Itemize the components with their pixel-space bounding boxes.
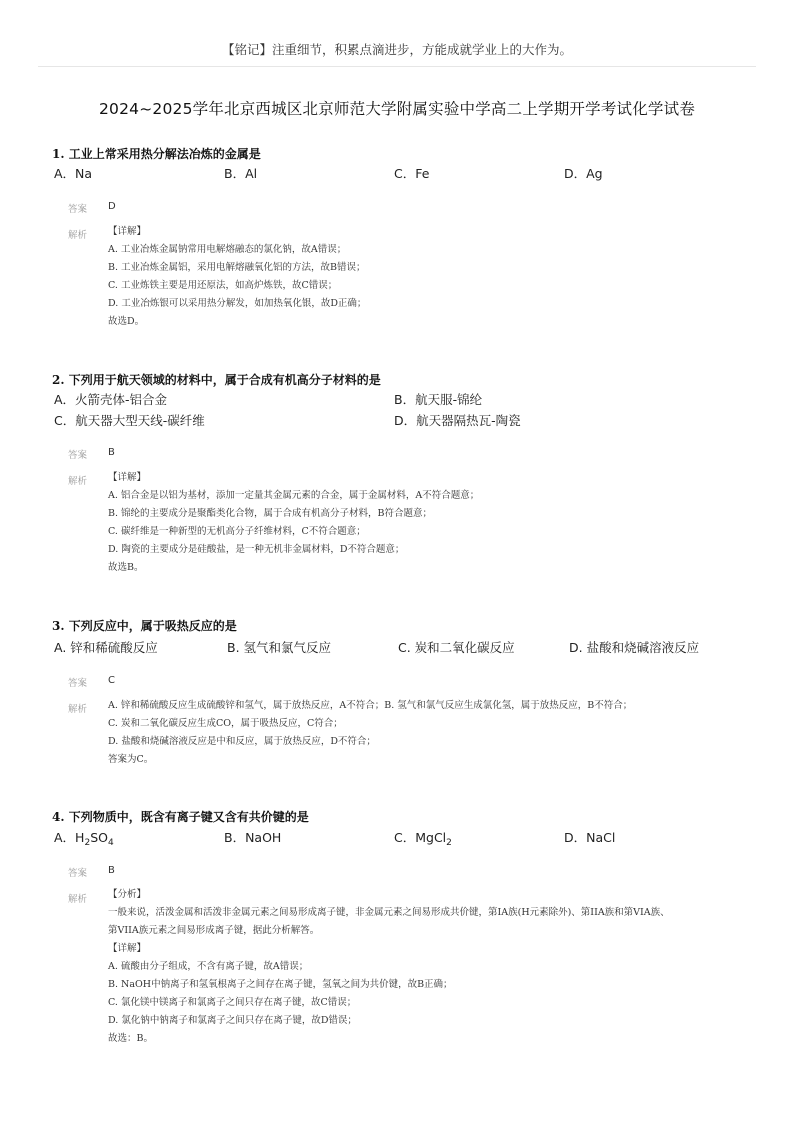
option-a: A．Na <box>54 166 93 181</box>
analysis-line: A. 工业冶炼金属钠常用电解熔融态的氯化钠，故A错误； <box>108 244 347 255</box>
analysis-line: D. 氯化钠中钠离子和氯离子之间只存在离子键，故D错误； <box>108 1015 357 1026</box>
analysis-line: C. 碳纤维是一种新型的无机高分子纤维材料，C不符合题意； <box>108 526 366 537</box>
analysis-line: 故选B。 <box>108 562 144 573</box>
analysis-line: D. 工业冶炼银可以采用热分解发，如加热氧化银，故D正确； <box>108 298 367 309</box>
analysis-line: 【详解】 <box>108 943 147 954</box>
question-stem: 2. 下列用于航天领域的材料中，属于合成有机高分子材料的是 <box>52 373 381 387</box>
header-motto: 【铭记】注重细节，积累点滴进步，方能成就学业上的大作为。 <box>221 42 572 57</box>
analysis-line: B. NaOH中钠离子和氢氧根离子之间存在离子键，氢氧之间为共价键，故B正确； <box>108 979 453 990</box>
answer-label: 答案 <box>68 204 88 215</box>
analysis-line: D. 盐酸和烧碱溶液反应是中和反应，属于放热反应，D不符合； <box>108 736 376 747</box>
page-title: 2024~2025学年北京西城区北京师范大学附属实验中学高二上学期开学考试化学试卷 <box>98 100 696 118</box>
analysis-label: 解析 <box>68 894 88 905</box>
analysis-line: 【分析】 <box>108 889 147 900</box>
analysis-line: C. 工业炼铁主要是用还原法，如高炉炼铁，故C错误； <box>108 280 338 291</box>
option-d: D．航天器隔热瓦-陶瓷 <box>394 413 521 428</box>
analysis-line: 【详解】 <box>108 472 147 483</box>
option-a <box>54 828 114 848</box>
analysis-line: 故选D。 <box>108 316 145 327</box>
analysis-body <box>108 223 366 331</box>
answer-label: 答案 <box>68 678 88 689</box>
answer-value: C <box>108 675 115 686</box>
formula-subscript: 2 <box>446 838 452 848</box>
formula-subscript: 2 <box>84 838 91 848</box>
answer-label: 答案 <box>68 868 88 879</box>
header-divider <box>38 66 756 67</box>
answer-value: B <box>108 447 115 458</box>
option-a: A．火箭壳体-铝合金 <box>54 392 168 407</box>
analysis-line: C. 炭和二氧化碳反应生成CO，属于吸热反应，C符合； <box>108 718 343 729</box>
answer-value: D <box>108 201 116 212</box>
option-c: C．Fe <box>394 166 430 181</box>
analysis-line: D. 陶瓷的主要成分是硅酸盐，是一种无机非金属材料，D不符合题意； <box>108 544 405 555</box>
question-stem: 1. 工业上常采用热分解法冶炼的金属是 <box>52 147 261 161</box>
analysis-line: A. 锌和稀硫酸反应生成硫酸锌和氢气，属于放热反应，A不符合；B. 氢气和氯气反应生成氯化氢，属于放热反应，B不符合； <box>108 700 633 711</box>
option-d: D. 盐酸和烧碱溶液反应 <box>569 640 700 655</box>
analysis-line: 答案为C。 <box>108 754 154 765</box>
analysis-label: 解析 <box>68 476 88 487</box>
option-c: C．航天器大型天线-碳纤维 <box>54 413 205 428</box>
analysis-body <box>108 697 632 769</box>
analysis-label: 解析 <box>68 704 88 715</box>
analysis-line: C. 氯化镁中镁离子和氯离子之间只存在离子键，故C错误； <box>108 997 357 1008</box>
analysis-line: B. 工业冶炼金属铝，采用电解熔融氧化铝的方法，故B错误； <box>108 262 366 273</box>
analysis-line: A. 硫酸由分子组成，不含有离子键，故A错误； <box>108 961 309 972</box>
question-stem: 3. 下列反应中，属于吸热反应的是 <box>52 619 237 633</box>
option-b: B．航天服-锦纶 <box>394 392 483 407</box>
formula-subscript: 4 <box>107 838 114 848</box>
analysis-body <box>108 886 670 1048</box>
question-stem: 4. 下列物质中，既含有离子键又含有共价键的是 <box>52 810 309 824</box>
option-b: B．NaOH <box>224 830 282 845</box>
option-d: D．Ag <box>564 166 603 181</box>
analysis-line: 第VIIA族元素之间易形成离子键，据此分析解答。 <box>108 925 320 936</box>
answer-value: B <box>108 865 115 876</box>
option-b: B. 氢气和氯气反应 <box>227 640 332 655</box>
analysis-line: A. 铝合金是以铝为基材，添加一定量其金属元素的合金，属于金属材料，A不符合题意； <box>108 490 480 501</box>
formula-part: A．H <box>54 830 85 845</box>
analysis-label: 解析 <box>68 230 88 241</box>
formula-part: SO <box>90 830 108 845</box>
analysis-line: 一般来说，活泼金属和活泼非金属元素之间易形成离子键，非金属元素之间易形成共价键，第IA族(H元素除外)、第IIA族和第VIA族、 <box>108 907 670 918</box>
formula-part: C．MgCl <box>394 830 447 845</box>
analysis-line: B. 锦纶的主要成分是聚酯类化合物，属于合成有机高分子材料，B符合题意； <box>108 508 433 519</box>
option-d: D．NaCl <box>564 830 616 845</box>
option-c: C. 炭和二氧化碳反应 <box>398 640 515 655</box>
analysis-line: 故选：B。 <box>108 1033 153 1044</box>
answer-label: 答案 <box>68 450 88 461</box>
analysis-body <box>108 469 479 577</box>
option-c <box>394 828 452 848</box>
option-a: A. 锌和稀硫酸反应 <box>54 640 158 655</box>
analysis-line: 【详解】 <box>108 226 147 237</box>
option-b: B．Al <box>224 166 258 181</box>
